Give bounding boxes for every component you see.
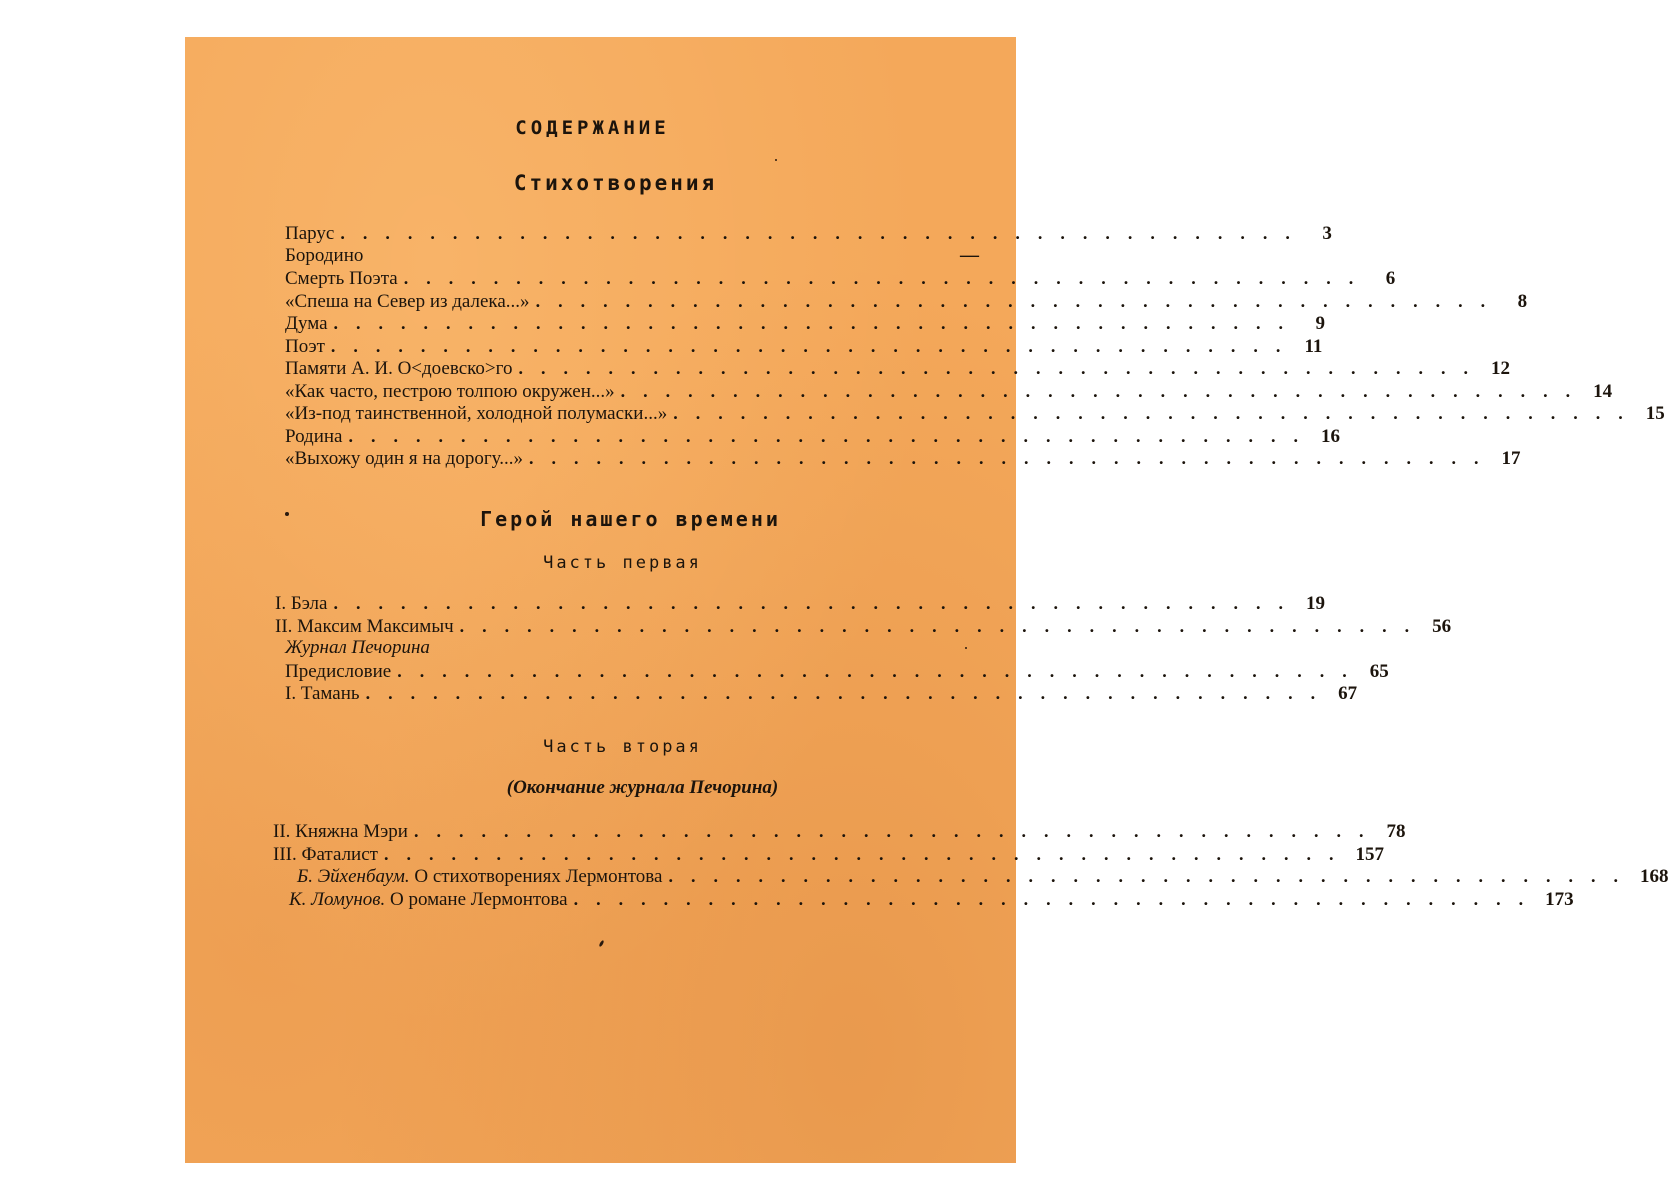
toc-entry-page: 157	[1355, 843, 1384, 865]
part2-toc	[273, 820, 1668, 910]
toc-entry-title: III. Фаталист	[273, 843, 378, 865]
poems-toc	[285, 222, 1665, 470]
paper-speck	[775, 159, 777, 161]
page-title: СОДЕРЖАНИЕ	[515, 117, 670, 139]
toc-entry-title: Памяти А. И. О<доевско>го	[285, 358, 513, 379]
dot-leader: ...........................................	[340, 223, 1308, 243]
toc-entry-title: «Выхожу один я на дорогу...»	[285, 448, 523, 469]
toc-entry-page: 78	[1386, 821, 1406, 842]
toc-entry	[275, 660, 1389, 683]
toc-entry-page: 9	[1315, 313, 1326, 334]
essay-title	[273, 889, 574, 911]
dot-leader: ...........................................	[668, 866, 1636, 886]
dot-leader: ...........................................	[383, 843, 1352, 864]
dot-leader: ...........................................	[348, 425, 1316, 446]
dot-leader: ...........................................	[333, 313, 1302, 333]
toc-entry	[285, 402, 1665, 425]
toc-entry-page: 67	[1338, 683, 1358, 704]
essay-title	[273, 866, 668, 888]
toc-entry-page: 8	[1517, 290, 1528, 312]
toc-entry	[273, 843, 1384, 866]
toc-entry-title: II. Княжна Мэри	[273, 821, 408, 842]
toc-entry-title: Родина	[285, 425, 343, 447]
poems-heading: Стихотворения	[513, 171, 718, 195]
toc-entry-title: Поэт	[285, 335, 325, 357]
toc-entry-title: II. Максим Максимыч	[275, 615, 454, 637]
toc-entry	[285, 312, 1326, 335]
toc-entry-title: Предисловие	[285, 660, 392, 682]
toc-entry	[285, 290, 1528, 313]
toc-entry-page: 14	[1593, 380, 1613, 402]
part1-toc	[275, 592, 1452, 705]
essay-author: К. Ломунов.	[289, 888, 386, 910]
toc-entry	[275, 592, 1325, 615]
paper-speck	[598, 940, 604, 948]
dot-leader: ...........................................	[459, 615, 1428, 636]
toc-entry-page: —	[960, 244, 979, 266]
toc-entry	[273, 820, 1406, 843]
toc-entry-page: 19	[1305, 593, 1325, 614]
toc-entry	[285, 245, 979, 268]
toc-entry-title: «Как часто, пестрою толпою окружен...»	[285, 380, 615, 402]
essay-entry	[273, 865, 1668, 888]
dot-leader: ...........................................	[518, 358, 1486, 378]
toc-entry-page: 11	[1304, 335, 1323, 357]
dot-leader: ...........................................	[535, 290, 1504, 311]
toc-entry-page: 15	[1645, 403, 1665, 424]
toc-entry	[285, 335, 1323, 358]
essay-author: Б. Эйхенбаум.	[297, 866, 410, 887]
toc-entry-page: 16	[1320, 425, 1340, 447]
toc-entry	[285, 267, 1396, 290]
book-page	[185, 37, 1668, 1163]
paper-speck	[285, 512, 289, 516]
toc-entry-page: 6	[1385, 268, 1396, 289]
part1-heading: Часть первая	[543, 553, 702, 573]
dot-leader: ...........................................	[620, 380, 1589, 401]
toc-entry-title: «Из-под таинственной, холодной полумаски...»	[285, 403, 668, 424]
toc-entry-page: 12	[1490, 358, 1510, 379]
toc-entry	[285, 447, 1521, 470]
dot-leader: ...........................................	[673, 403, 1641, 423]
toc-entry-page: 173	[1545, 888, 1574, 910]
novel-heading: Герой нашего времени	[480, 507, 781, 531]
toc-entry-page: 168	[1639, 866, 1668, 887]
toc-entry-title: I. Тамань	[285, 683, 360, 704]
toc-entry-title: Бородино	[285, 244, 364, 266]
paper-speck	[965, 647, 967, 649]
dot-leader: ...........................................	[413, 821, 1382, 841]
toc-entry-title: Дума	[285, 313, 328, 334]
toc-entry	[285, 380, 1613, 403]
toc-entry-title: I. Бэла	[275, 593, 328, 614]
essay-entry	[273, 888, 1574, 911]
dot-leader: ...........................................	[397, 660, 1365, 681]
part2-note: (Окончание журнала Печорина)	[506, 777, 779, 798]
toc-entry	[285, 222, 1332, 245]
toc-entry-page: 17	[1501, 448, 1521, 469]
part2-heading: Часть вторая	[543, 737, 702, 757]
essay-name: О романе Лермонтова	[390, 888, 568, 910]
dot-leader: ...........................................	[333, 593, 1301, 613]
dot-leader: ...........................................	[528, 448, 1497, 468]
toc-entry-title: Парус	[285, 223, 335, 244]
dot-leader: ...........................................	[365, 683, 1334, 703]
toc-entry	[285, 425, 1340, 448]
toc-entry-title: «Спеша на Север из далека...»	[285, 290, 530, 312]
toc-entry	[275, 615, 1452, 638]
toc-entry-page: 3	[1322, 223, 1332, 244]
toc-entry	[285, 357, 1510, 380]
dot-leader: ...........................................	[330, 335, 1299, 356]
essay-name: О стихотворениях Лермонтова	[414, 866, 663, 887]
dot-leader: ...........................................	[573, 888, 1542, 909]
toc-subheading	[275, 637, 979, 660]
toc-entry-title: Смерть Поэта	[285, 268, 398, 289]
dot-leader: ...........................................	[403, 268, 1372, 288]
toc-entry-page: 65	[1369, 660, 1389, 682]
toc-entry-page: 56	[1432, 615, 1452, 637]
toc-entry	[275, 682, 1358, 705]
toc-entry-title: Журнал Печорина	[285, 637, 430, 658]
